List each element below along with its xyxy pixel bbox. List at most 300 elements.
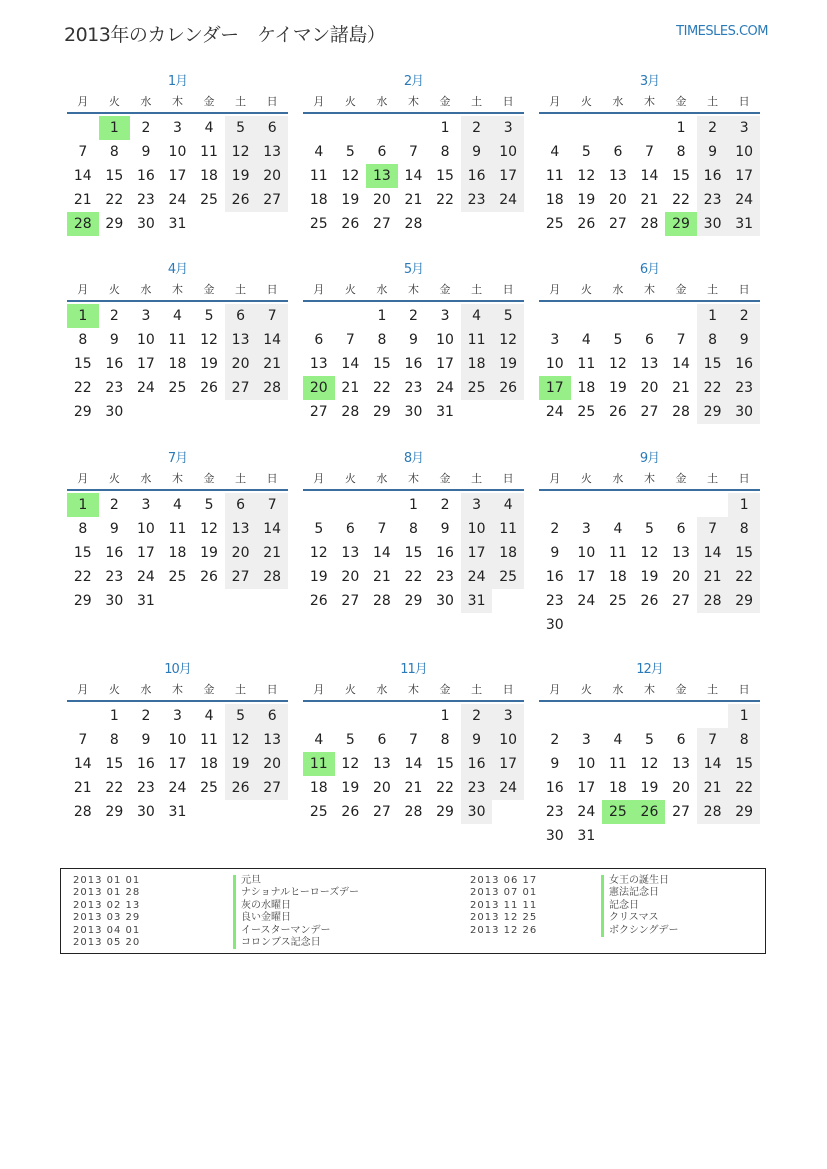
- day-cell[interactable]: 22: [672, 192, 690, 208]
- day-cell[interactable]: 8: [676, 144, 686, 160]
- day-cell[interactable]: 24: [436, 380, 454, 396]
- day-cell[interactable]: 14: [256, 517, 288, 541]
- day-cell[interactable]: 11: [168, 332, 187, 348]
- day-cell[interactable]: 18: [608, 780, 627, 796]
- day-cell[interactable]: 23: [136, 192, 155, 208]
- day-cell[interactable]: 13: [256, 140, 288, 164]
- day-cell[interactable]: 5: [225, 704, 257, 728]
- day-cell[interactable]: 10: [492, 728, 524, 752]
- day-cell[interactable]: 1: [728, 704, 760, 728]
- day-cell[interactable]: 17: [577, 780, 596, 796]
- day-cell[interactable]: 7: [645, 144, 654, 160]
- day-cell[interactable]: 22: [73, 380, 92, 396]
- day-cell[interactable]: 29: [105, 804, 124, 820]
- day-cell[interactable]: 26: [608, 404, 627, 420]
- day-cell[interactable]: 24: [728, 188, 760, 212]
- day-cell[interactable]: 7: [409, 732, 418, 748]
- day-cell[interactable]: 27: [256, 188, 288, 212]
- day-cell[interactable]: 3: [492, 704, 524, 728]
- day-cell[interactable]: 30: [136, 216, 155, 232]
- day-cell[interactable]: 28: [256, 376, 288, 400]
- day-cell[interactable]: 5: [225, 116, 257, 140]
- day-cell[interactable]: 6: [345, 521, 355, 537]
- day-cell[interactable]: 10: [136, 332, 155, 348]
- day-cell[interactable]: 21: [73, 780, 92, 796]
- day-cell[interactable]: 21: [640, 192, 659, 208]
- day-cell[interactable]: 4: [461, 304, 493, 328]
- day-cell[interactable]: 24: [545, 404, 564, 420]
- day-cell[interactable]: 12: [608, 356, 627, 372]
- day-cell[interactable]: 15: [728, 541, 760, 565]
- day-cell[interactable]: 2: [697, 116, 729, 140]
- holiday-day-cell[interactable]: 20: [303, 376, 335, 400]
- day-cell[interactable]: 15: [672, 168, 690, 184]
- day-cell[interactable]: 5: [581, 144, 591, 160]
- day-cell[interactable]: 24: [577, 804, 596, 820]
- day-cell[interactable]: 1: [697, 304, 729, 328]
- day-cell[interactable]: 2: [461, 704, 493, 728]
- day-cell[interactable]: 8: [78, 521, 88, 537]
- day-cell[interactable]: 18: [309, 780, 328, 796]
- day-cell[interactable]: 19: [577, 192, 596, 208]
- day-cell[interactable]: 16: [461, 752, 493, 776]
- holiday-day-cell[interactable]: 1: [67, 493, 99, 517]
- day-cell[interactable]: 14: [697, 541, 729, 565]
- day-cell[interactable]: 28: [672, 404, 690, 420]
- day-cell[interactable]: 22: [73, 569, 92, 585]
- day-cell[interactable]: 16: [404, 356, 423, 372]
- day-cell[interactable]: 2: [141, 708, 151, 724]
- day-cell[interactable]: 13: [341, 545, 360, 561]
- day-cell[interactable]: 6: [676, 521, 686, 537]
- day-cell[interactable]: 14: [672, 356, 690, 372]
- day-cell[interactable]: 28: [372, 593, 391, 609]
- day-cell[interactable]: 22: [436, 192, 454, 208]
- day-cell[interactable]: 9: [141, 144, 151, 160]
- day-cell[interactable]: 23: [136, 780, 155, 796]
- day-cell[interactable]: 27: [372, 804, 391, 820]
- day-cell[interactable]: 3: [581, 521, 591, 537]
- day-cell[interactable]: 13: [608, 168, 627, 184]
- day-cell[interactable]: 25: [168, 569, 187, 585]
- day-cell[interactable]: 16: [545, 780, 564, 796]
- day-cell[interactable]: 17: [492, 752, 524, 776]
- day-cell[interactable]: 5: [645, 521, 654, 537]
- day-cell[interactable]: 30: [436, 593, 454, 609]
- day-cell[interactable]: 22: [728, 565, 760, 589]
- day-cell[interactable]: 5: [204, 497, 214, 513]
- day-cell[interactable]: 18: [492, 541, 524, 565]
- day-cell[interactable]: 27: [672, 593, 690, 609]
- day-cell[interactable]: 17: [492, 164, 524, 188]
- day-cell[interactable]: 1: [109, 708, 119, 724]
- day-cell[interactable]: 14: [404, 756, 423, 772]
- day-cell[interactable]: 2: [409, 308, 418, 324]
- day-cell[interactable]: 25: [545, 216, 564, 232]
- day-cell[interactable]: 12: [341, 756, 360, 772]
- day-cell[interactable]: 4: [550, 144, 560, 160]
- day-cell[interactable]: 6: [613, 144, 623, 160]
- day-cell[interactable]: 14: [640, 168, 659, 184]
- day-cell[interactable]: 9: [461, 728, 493, 752]
- day-cell[interactable]: 20: [225, 541, 257, 565]
- day-cell[interactable]: 10: [492, 140, 524, 164]
- day-cell[interactable]: 17: [461, 541, 493, 565]
- day-cell[interactable]: 19: [640, 780, 659, 796]
- day-cell[interactable]: 31: [728, 212, 760, 236]
- day-cell[interactable]: 14: [341, 356, 360, 372]
- day-cell[interactable]: 8: [697, 328, 729, 352]
- day-cell[interactable]: 17: [728, 164, 760, 188]
- day-cell[interactable]: 11: [608, 756, 627, 772]
- day-cell[interactable]: 10: [168, 144, 187, 160]
- day-cell[interactable]: 8: [109, 144, 119, 160]
- day-cell[interactable]: 10: [168, 732, 187, 748]
- day-cell[interactable]: 29: [73, 404, 92, 420]
- day-cell[interactable]: 18: [309, 192, 328, 208]
- day-cell[interactable]: 4: [581, 332, 591, 348]
- day-cell[interactable]: 10: [545, 356, 564, 372]
- day-cell[interactable]: 13: [256, 728, 288, 752]
- day-cell[interactable]: 28: [404, 216, 423, 232]
- day-cell[interactable]: 17: [136, 356, 155, 372]
- day-cell[interactable]: 29: [73, 593, 92, 609]
- day-cell[interactable]: 6: [314, 332, 324, 348]
- day-cell[interactable]: 22: [436, 780, 454, 796]
- day-cell[interactable]: 5: [345, 144, 355, 160]
- day-cell[interactable]: 17: [436, 356, 454, 372]
- day-cell[interactable]: 9: [550, 545, 560, 561]
- day-cell[interactable]: 18: [200, 756, 218, 772]
- day-cell[interactable]: 30: [461, 800, 493, 824]
- day-cell[interactable]: 4: [314, 732, 324, 748]
- day-cell[interactable]: 1: [440, 708, 450, 724]
- day-cell[interactable]: 26: [341, 804, 360, 820]
- day-cell[interactable]: 20: [608, 192, 627, 208]
- day-cell[interactable]: 24: [136, 380, 155, 396]
- day-cell[interactable]: 14: [73, 756, 92, 772]
- day-cell[interactable]: 18: [577, 380, 596, 396]
- day-cell[interactable]: 16: [545, 569, 564, 585]
- day-cell[interactable]: 20: [256, 164, 288, 188]
- day-cell[interactable]: 3: [581, 732, 591, 748]
- day-cell[interactable]: 23: [697, 188, 729, 212]
- day-cell[interactable]: 26: [200, 380, 218, 396]
- day-cell[interactable]: 11: [309, 168, 328, 184]
- day-cell[interactable]: 11: [461, 328, 493, 352]
- day-cell[interactable]: 15: [728, 752, 760, 776]
- day-cell[interactable]: 3: [550, 332, 560, 348]
- day-cell[interactable]: 24: [461, 565, 493, 589]
- day-cell[interactable]: 1: [440, 120, 450, 136]
- day-cell[interactable]: 6: [676, 732, 686, 748]
- day-cell[interactable]: 12: [309, 545, 328, 561]
- day-cell[interactable]: 19: [640, 569, 659, 585]
- day-cell[interactable]: 21: [697, 776, 729, 800]
- day-cell[interactable]: 9: [109, 521, 119, 537]
- day-cell[interactable]: 5: [645, 732, 654, 748]
- day-cell[interactable]: 2: [550, 521, 560, 537]
- day-cell[interactable]: 13: [372, 756, 391, 772]
- day-cell[interactable]: 15: [436, 756, 454, 772]
- day-cell[interactable]: 19: [492, 352, 524, 376]
- holiday-day-cell[interactable]: 1: [67, 304, 99, 328]
- day-cell[interactable]: 28: [697, 589, 729, 613]
- day-cell[interactable]: 29: [404, 593, 423, 609]
- day-cell[interactable]: 4: [204, 708, 214, 724]
- day-cell[interactable]: 6: [256, 116, 288, 140]
- day-cell[interactable]: 13: [225, 328, 257, 352]
- holiday-day-cell[interactable]: 26: [634, 800, 666, 824]
- day-cell[interactable]: 16: [461, 164, 493, 188]
- day-cell[interactable]: 28: [256, 565, 288, 589]
- day-cell[interactable]: 14: [372, 545, 391, 561]
- day-cell[interactable]: 23: [461, 188, 493, 212]
- day-cell[interactable]: 9: [461, 140, 493, 164]
- day-cell[interactable]: 5: [314, 521, 324, 537]
- day-cell[interactable]: 5: [204, 308, 214, 324]
- day-cell[interactable]: 15: [73, 356, 92, 372]
- day-cell[interactable]: 27: [225, 376, 257, 400]
- day-cell[interactable]: 30: [136, 804, 155, 820]
- day-cell[interactable]: 13: [672, 545, 690, 561]
- day-cell[interactable]: 4: [314, 144, 324, 160]
- day-cell[interactable]: 18: [545, 192, 564, 208]
- day-cell[interactable]: 30: [545, 617, 564, 633]
- holiday-day-cell[interactable]: 1: [99, 116, 131, 140]
- day-cell[interactable]: 18: [168, 356, 187, 372]
- day-cell[interactable]: 25: [492, 565, 524, 589]
- day-cell[interactable]: 24: [492, 776, 524, 800]
- day-cell[interactable]: 16: [105, 545, 124, 561]
- day-cell[interactable]: 8: [728, 728, 760, 752]
- day-cell[interactable]: 7: [78, 144, 88, 160]
- day-cell[interactable]: 8: [109, 732, 119, 748]
- holiday-day-cell[interactable]: 13: [366, 164, 398, 188]
- day-cell[interactable]: 17: [136, 545, 155, 561]
- day-cell[interactable]: 2: [109, 308, 119, 324]
- day-cell[interactable]: 13: [309, 356, 328, 372]
- day-cell[interactable]: 29: [105, 216, 124, 232]
- day-cell[interactable]: 2: [728, 304, 760, 328]
- day-cell[interactable]: 14: [697, 752, 729, 776]
- day-cell[interactable]: 18: [608, 569, 627, 585]
- day-cell[interactable]: 31: [168, 804, 187, 820]
- day-cell[interactable]: 7: [697, 517, 729, 541]
- day-cell[interactable]: 12: [577, 168, 596, 184]
- holiday-day-cell[interactable]: 28: [67, 212, 99, 236]
- day-cell[interactable]: 9: [697, 140, 729, 164]
- day-cell[interactable]: 14: [73, 168, 92, 184]
- day-cell[interactable]: 5: [345, 732, 355, 748]
- day-cell[interactable]: 25: [309, 804, 328, 820]
- day-cell[interactable]: 6: [645, 332, 654, 348]
- day-cell[interactable]: 12: [492, 328, 524, 352]
- day-cell[interactable]: 23: [105, 380, 124, 396]
- day-cell[interactable]: 27: [256, 776, 288, 800]
- day-cell[interactable]: 29: [728, 800, 760, 824]
- day-cell[interactable]: 8: [440, 144, 450, 160]
- day-cell[interactable]: 3: [173, 120, 182, 136]
- day-cell[interactable]: 5: [613, 332, 623, 348]
- day-cell[interactable]: 29: [372, 404, 391, 420]
- day-cell[interactable]: 22: [728, 776, 760, 800]
- day-cell[interactable]: 23: [728, 376, 760, 400]
- day-cell[interactable]: 30: [105, 404, 124, 420]
- day-cell[interactable]: 27: [608, 216, 627, 232]
- day-cell[interactable]: 21: [672, 380, 690, 396]
- day-cell[interactable]: 4: [613, 521, 623, 537]
- day-cell[interactable]: 10: [436, 332, 454, 348]
- day-cell[interactable]: 18: [461, 352, 493, 376]
- day-cell[interactable]: 2: [109, 497, 119, 513]
- day-cell[interactable]: 27: [672, 804, 690, 820]
- day-cell[interactable]: 12: [225, 728, 257, 752]
- day-cell[interactable]: 6: [225, 304, 257, 328]
- day-cell[interactable]: 3: [141, 308, 151, 324]
- day-cell[interactable]: 23: [545, 593, 564, 609]
- day-cell[interactable]: 1: [377, 308, 387, 324]
- day-cell[interactable]: 18: [168, 545, 187, 561]
- day-cell[interactable]: 23: [404, 380, 423, 396]
- day-cell[interactable]: 2: [461, 116, 493, 140]
- day-cell[interactable]: 8: [728, 517, 760, 541]
- day-cell[interactable]: 21: [404, 780, 423, 796]
- day-cell[interactable]: 3: [141, 497, 151, 513]
- day-cell[interactable]: 31: [577, 828, 596, 844]
- day-cell[interactable]: 26: [577, 216, 596, 232]
- day-cell[interactable]: 11: [545, 168, 564, 184]
- day-cell[interactable]: 18: [200, 168, 218, 184]
- day-cell[interactable]: 26: [225, 188, 257, 212]
- day-cell[interactable]: 26: [640, 593, 659, 609]
- day-cell[interactable]: 20: [672, 569, 690, 585]
- day-cell[interactable]: 30: [545, 828, 564, 844]
- day-cell[interactable]: 9: [550, 756, 560, 772]
- day-cell[interactable]: 6: [377, 732, 387, 748]
- day-cell[interactable]: 23: [545, 804, 564, 820]
- day-cell[interactable]: 12: [640, 756, 659, 772]
- day-cell[interactable]: 6: [225, 493, 257, 517]
- day-cell[interactable]: 12: [341, 168, 360, 184]
- day-cell[interactable]: 23: [105, 569, 124, 585]
- day-cell[interactable]: 24: [577, 593, 596, 609]
- day-cell[interactable]: 31: [168, 216, 187, 232]
- day-cell[interactable]: 10: [577, 545, 596, 561]
- day-cell[interactable]: 25: [577, 404, 596, 420]
- day-cell[interactable]: 26: [492, 376, 524, 400]
- day-cell[interactable]: 7: [409, 144, 418, 160]
- day-cell[interactable]: 9: [440, 521, 450, 537]
- day-cell[interactable]: 15: [436, 168, 454, 184]
- day-cell[interactable]: 17: [168, 756, 187, 772]
- day-cell[interactable]: 20: [341, 569, 360, 585]
- day-cell[interactable]: 22: [372, 380, 391, 396]
- day-cell[interactable]: 23: [461, 776, 493, 800]
- day-cell[interactable]: 21: [697, 565, 729, 589]
- day-cell[interactable]: 27: [341, 593, 360, 609]
- day-cell[interactable]: 11: [608, 545, 627, 561]
- day-cell[interactable]: 2: [141, 120, 151, 136]
- day-cell[interactable]: 19: [200, 356, 218, 372]
- day-cell[interactable]: 11: [492, 517, 524, 541]
- day-cell[interactable]: 28: [404, 804, 423, 820]
- day-cell[interactable]: 8: [78, 332, 88, 348]
- day-cell[interactable]: 10: [136, 521, 155, 537]
- day-cell[interactable]: 22: [105, 192, 124, 208]
- day-cell[interactable]: 28: [697, 800, 729, 824]
- day-cell[interactable]: 26: [200, 569, 218, 585]
- day-cell[interactable]: 25: [309, 216, 328, 232]
- day-cell[interactable]: 26: [309, 593, 328, 609]
- day-cell[interactable]: 30: [728, 400, 760, 424]
- day-cell[interactable]: 14: [256, 328, 288, 352]
- day-cell[interactable]: 11: [200, 144, 218, 160]
- day-cell[interactable]: 4: [492, 493, 524, 517]
- day-cell[interactable]: 25: [461, 376, 493, 400]
- day-cell[interactable]: 30: [697, 212, 729, 236]
- day-cell[interactable]: 9: [141, 732, 151, 748]
- day-cell[interactable]: 25: [608, 593, 627, 609]
- day-cell[interactable]: 3: [492, 116, 524, 140]
- day-cell[interactable]: 20: [225, 352, 257, 376]
- day-cell[interactable]: 30: [105, 593, 124, 609]
- day-cell[interactable]: 24: [136, 569, 155, 585]
- day-cell[interactable]: 7: [256, 493, 288, 517]
- day-cell[interactable]: 19: [608, 380, 627, 396]
- day-cell[interactable]: 7: [256, 304, 288, 328]
- day-cell[interactable]: 29: [728, 589, 760, 613]
- day-cell[interactable]: 3: [173, 708, 182, 724]
- day-cell[interactable]: 9: [728, 328, 760, 352]
- day-cell[interactable]: 27: [640, 404, 659, 420]
- day-cell[interactable]: 2: [550, 732, 560, 748]
- day-cell[interactable]: 11: [200, 732, 218, 748]
- day-cell[interactable]: 12: [200, 332, 218, 348]
- day-cell[interactable]: 25: [200, 780, 218, 796]
- day-cell[interactable]: 1: [409, 497, 418, 513]
- day-cell[interactable]: 21: [372, 569, 391, 585]
- holiday-day-cell[interactable]: 29: [665, 212, 697, 236]
- day-cell[interactable]: 12: [200, 521, 218, 537]
- day-cell[interactable]: 23: [436, 569, 454, 585]
- holiday-day-cell[interactable]: 11: [303, 752, 335, 776]
- day-cell[interactable]: 26: [225, 776, 257, 800]
- day-cell[interactable]: 1: [728, 493, 760, 517]
- day-cell[interactable]: 19: [309, 569, 328, 585]
- day-cell[interactable]: 28: [341, 404, 360, 420]
- day-cell[interactable]: 11: [168, 521, 187, 537]
- day-cell[interactable]: 21: [256, 541, 288, 565]
- day-cell[interactable]: 15: [105, 168, 124, 184]
- day-cell[interactable]: 19: [225, 164, 257, 188]
- day-cell[interactable]: 22: [105, 780, 124, 796]
- day-cell[interactable]: 11: [577, 356, 596, 372]
- day-cell[interactable]: 19: [341, 192, 360, 208]
- day-cell[interactable]: 20: [372, 780, 391, 796]
- day-cell[interactable]: 22: [404, 569, 423, 585]
- day-cell[interactable]: 8: [440, 732, 450, 748]
- day-cell[interactable]: 13: [225, 517, 257, 541]
- day-cell[interactable]: 19: [200, 545, 218, 561]
- day-cell[interactable]: 29: [697, 400, 729, 424]
- day-cell[interactable]: 10: [577, 756, 596, 772]
- day-cell[interactable]: 26: [341, 216, 360, 232]
- day-cell[interactable]: 9: [409, 332, 418, 348]
- day-cell[interactable]: 3: [440, 308, 450, 324]
- day-cell[interactable]: 6: [377, 144, 387, 160]
- day-cell[interactable]: 28: [73, 804, 92, 820]
